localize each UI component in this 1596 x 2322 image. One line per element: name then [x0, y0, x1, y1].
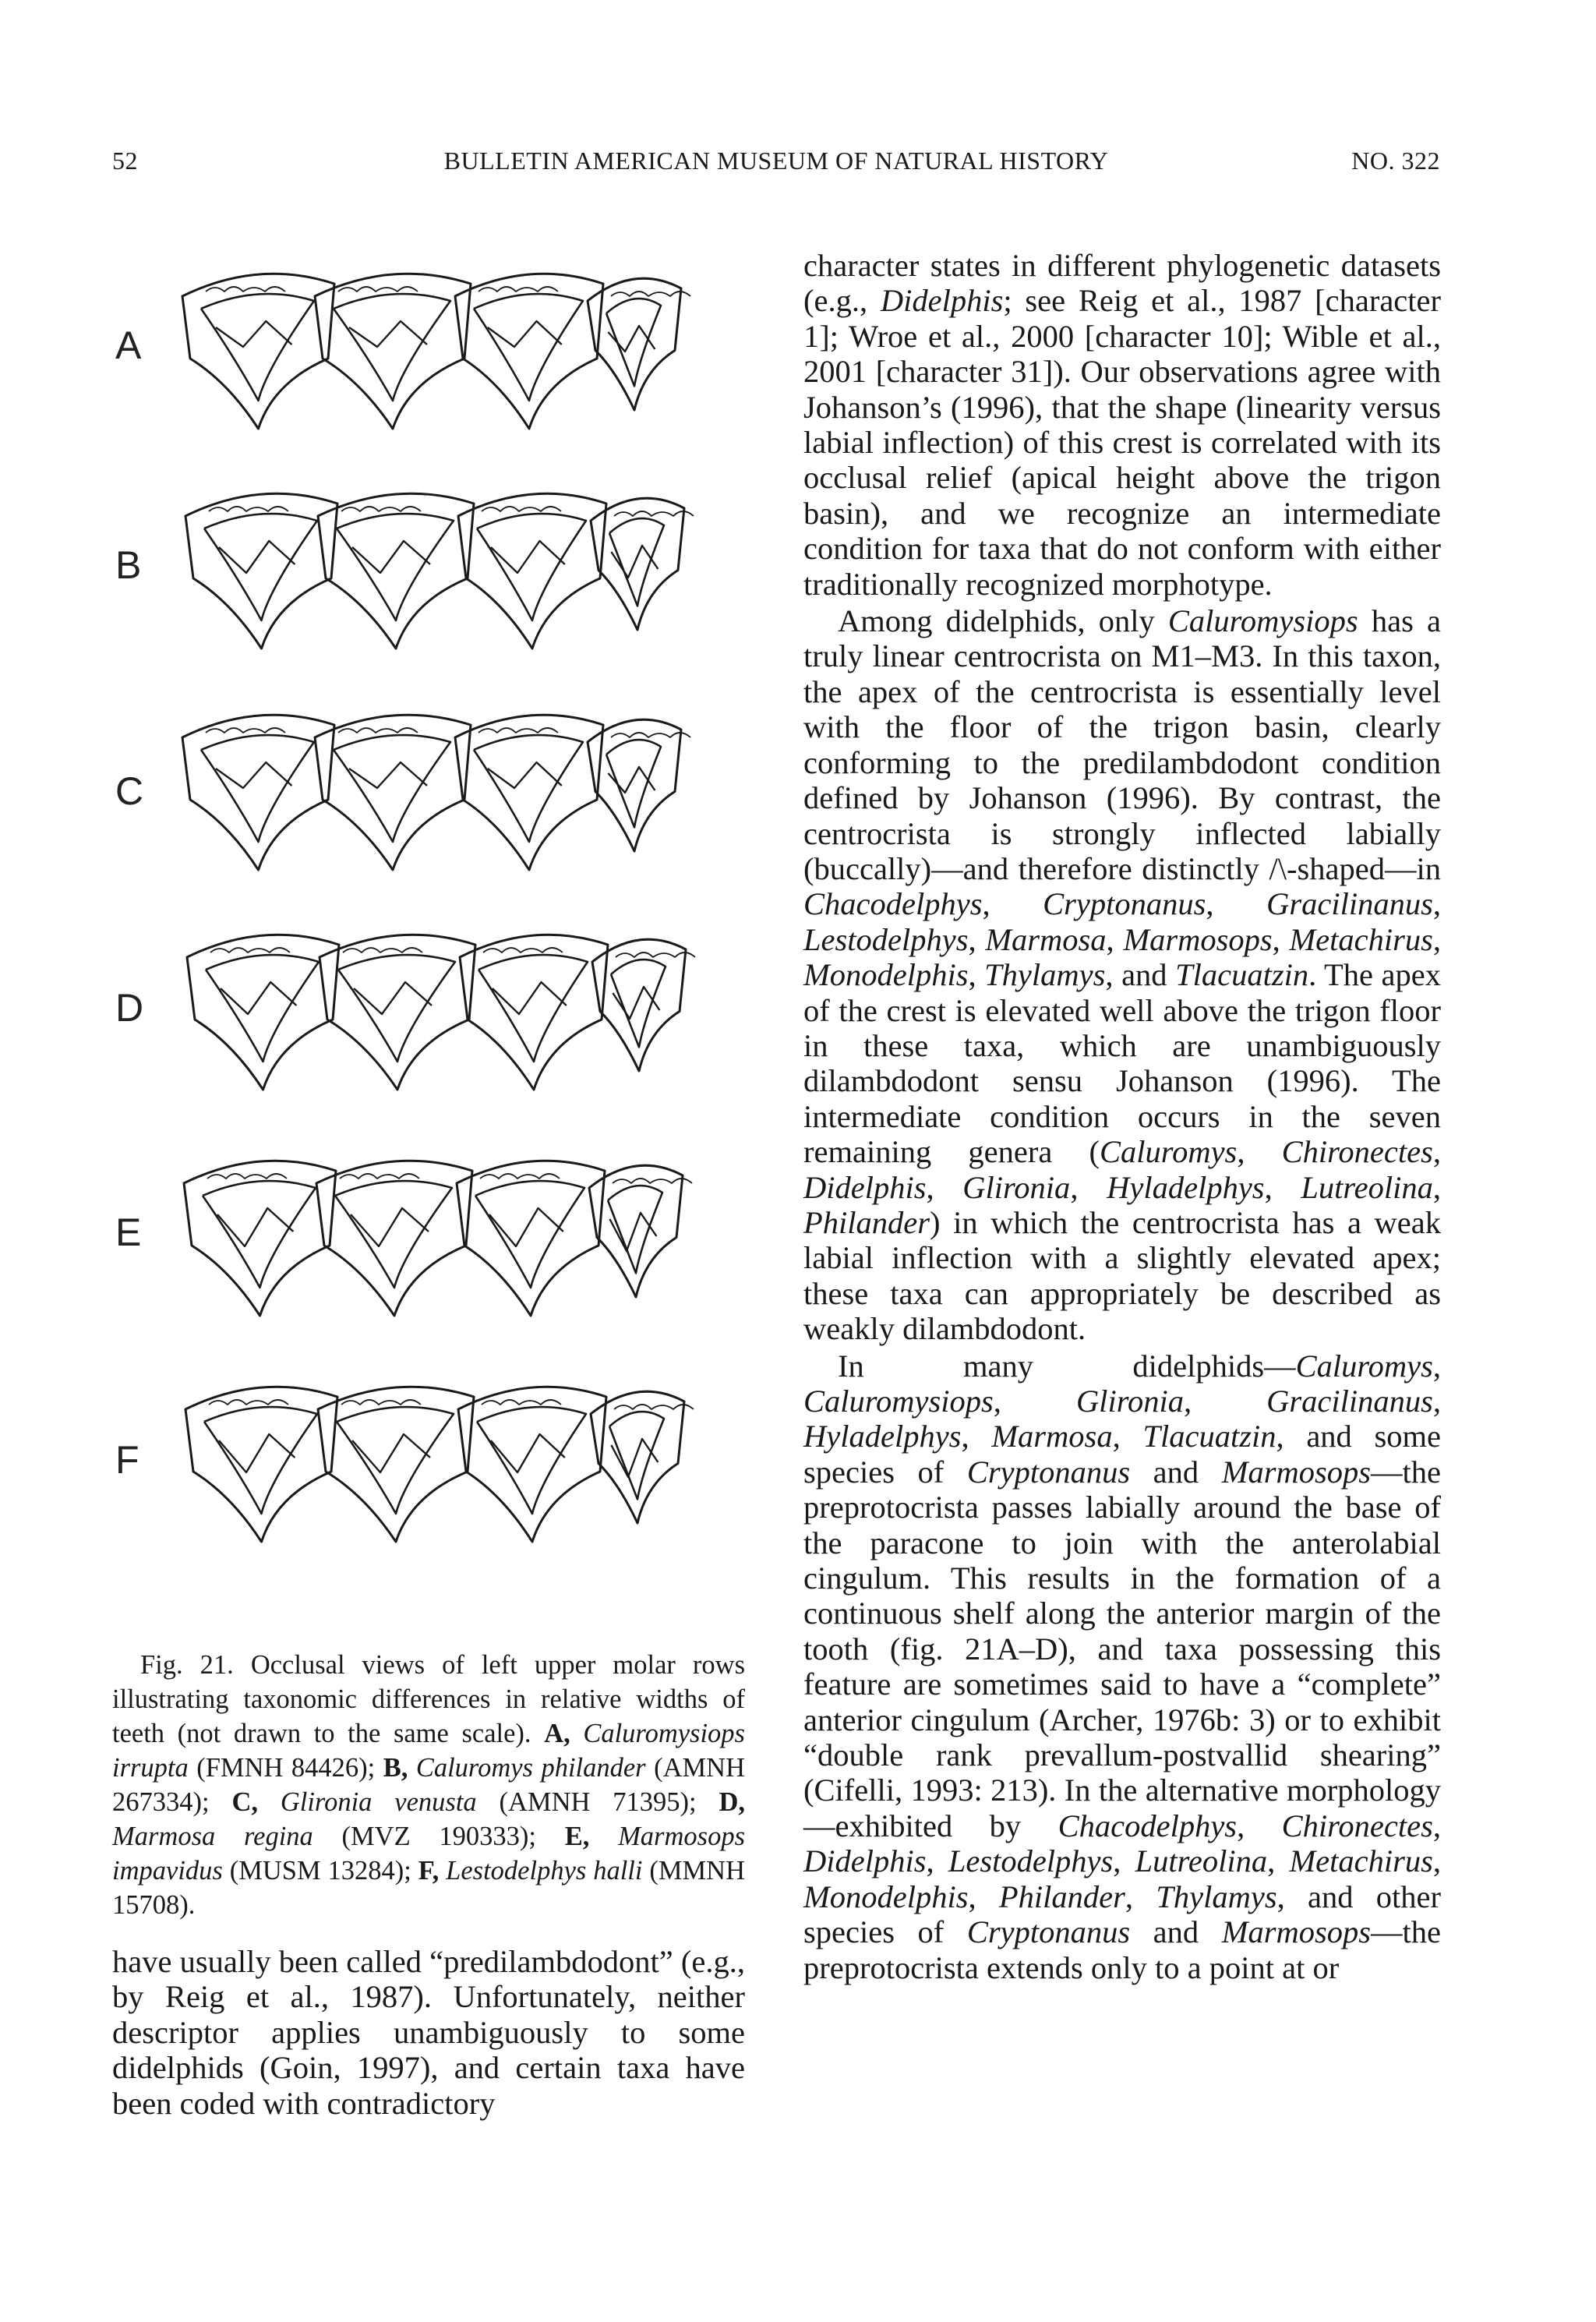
text-run: , — [982, 886, 1043, 922]
molar-outline — [458, 493, 606, 649]
trigon-outline — [204, 1407, 317, 1514]
italic-run: Philander — [998, 1878, 1125, 1914]
text-run — [408, 1753, 415, 1783]
italic-run: Lestodelphys halli — [446, 1856, 643, 1886]
stylar-shelf-line — [611, 292, 690, 296]
text-run — [439, 1856, 446, 1886]
text-run: , — [1267, 1843, 1290, 1879]
italic-run: Cryptonanus — [966, 1454, 1131, 1490]
italic-run: Lutreolina — [1135, 1843, 1268, 1879]
stylar-shelf-line — [611, 733, 690, 737]
text-run: , — [1070, 1169, 1107, 1205]
text-run: , and other species of — [803, 1878, 1442, 1950]
panel-label-d: D — [115, 986, 144, 1030]
text-run: , — [968, 957, 985, 993]
trigon-outline — [204, 514, 317, 620]
stylar-shelf-line — [482, 507, 561, 511]
text-run: character states in different phylogenetic datasets (e.g., — [803, 248, 1441, 319]
centrocrista-line — [488, 321, 562, 347]
trigon-outline — [337, 514, 454, 620]
text-run: , — [1432, 1843, 1442, 1879]
stylar-shelf-line — [483, 948, 563, 952]
text-run: , — [1206, 886, 1267, 922]
text-run: (AMNH 267334); — [112, 1753, 745, 1817]
molar-outline — [185, 493, 337, 649]
issue-number: NO. 322 — [1351, 147, 1440, 175]
stylar-shelf-line — [206, 287, 285, 292]
molar-outline — [187, 935, 339, 1090]
trigon-outline — [334, 294, 450, 401]
stylar-shelf-line — [209, 1400, 288, 1405]
text-run: (AMNH 71395); — [476, 1787, 719, 1817]
trigon-outline — [477, 1407, 586, 1514]
italic-run: Marmosa — [985, 921, 1107, 957]
text-run: , — [993, 1384, 1076, 1419]
molar-outline — [460, 935, 608, 1090]
stylar-shelf-line — [478, 728, 558, 733]
text-run: Among didelphids, only — [838, 603, 1168, 639]
body-paragraph — [803, 603, 1441, 1347]
trigon-outline — [201, 294, 314, 401]
italic-run: Tlacuatzin — [1175, 957, 1309, 993]
bold-run: E, — [564, 1822, 590, 1851]
text-run: , — [1183, 1384, 1267, 1419]
molar-drawings — [112, 242, 751, 1613]
text-run: , and — [1105, 957, 1176, 993]
trigon-outline — [338, 955, 455, 1062]
italic-run: Hyladelphys — [1107, 1169, 1265, 1205]
text-run: , — [1237, 1134, 1282, 1170]
trigon-outline — [335, 1181, 452, 1288]
figure-21 — [112, 242, 751, 1613]
italic-run: Chironectes — [1281, 1808, 1433, 1843]
text-run: , — [1432, 1134, 1441, 1170]
italic-run: Philander — [803, 1204, 930, 1240]
italic-run: Chacodelphys — [803, 886, 983, 922]
italic-run: Lutreolina — [1301, 1169, 1433, 1205]
text-run: (FMNH 84426); — [188, 1753, 383, 1783]
text-run: , — [1432, 1808, 1441, 1843]
italic-run: Gracilinanus — [1266, 1384, 1433, 1419]
centrocrista-line — [216, 762, 292, 788]
italic-run: Metachirus — [1289, 1843, 1433, 1879]
italic-run: Marmosops impavidus — [112, 1822, 745, 1886]
trigon-outline — [475, 1181, 584, 1288]
text-run: (MMNH 15708). — [112, 1856, 746, 1920]
stylar-shelf-line — [341, 507, 421, 511]
molar-outline — [184, 1161, 336, 1316]
trigon-outline — [477, 514, 586, 620]
panel-label-a: A — [115, 323, 142, 367]
bold-run: B, — [383, 1753, 408, 1783]
caption-text — [112, 1650, 745, 1920]
bold-run: A, — [544, 1719, 570, 1748]
left-column-text — [112, 1944, 745, 2121]
stylar-shelf-line — [343, 948, 422, 952]
bold-run: C, — [231, 1787, 258, 1817]
molar-outline — [182, 274, 334, 429]
text-run — [258, 1787, 281, 1817]
italic-run: Gracilinanus — [1266, 886, 1433, 922]
trigon-outline — [334, 735, 450, 842]
italic-run: Caluromysiops — [803, 1384, 994, 1419]
stylar-shelf-line — [209, 507, 288, 511]
molar-outline — [182, 715, 334, 870]
text-run: , — [1432, 1169, 1441, 1205]
molar-outline — [457, 1161, 605, 1316]
panel-label-c: C — [115, 769, 144, 813]
italic-run: Marmosa — [991, 1419, 1113, 1454]
italic-run: Cryptonanus — [1043, 886, 1206, 922]
trigon-outline — [474, 294, 583, 401]
centrocrista-line — [611, 1439, 658, 1477]
centrocrista-line — [488, 762, 562, 788]
stylar-shelf-line — [482, 1400, 561, 1405]
text-run: and — [1130, 1454, 1222, 1490]
body-paragraph — [803, 1348, 1441, 1985]
italic-run: Didelphis — [880, 283, 1004, 319]
running-header — [112, 147, 1440, 182]
text-run: —the preprotocrista extends only to a point at or — [803, 1914, 1441, 1985]
text-run: , — [926, 1169, 963, 1205]
italic-run: Caluromysiops irrupta — [112, 1719, 745, 1783]
text-run: , — [1264, 1169, 1301, 1205]
panel-label-f: F — [115, 1438, 139, 1482]
text-run: , — [968, 1878, 999, 1914]
stylar-shelf-line — [341, 1400, 421, 1405]
molar-outline — [320, 935, 475, 1090]
text-run: (MUSM 13284); — [222, 1856, 418, 1886]
journal-title: BULLETIN AMERICAN MUSEUM OF NATURAL HISTORY — [443, 147, 1109, 175]
text-run: . The apex of the crest is elevated well above the trigon floor in these taxa, which are unambiguously dilambdodont sensu Johanson (1996). The intermediate condition occurs in the seven remaining genera ( — [803, 957, 1442, 1170]
italic-run: Didelphis — [803, 1843, 927, 1879]
stylar-shelf-line — [340, 1174, 419, 1179]
trigon-outline — [337, 1407, 454, 1514]
trigon-outline — [201, 735, 314, 842]
text-run: ) in which the centrocrista has a weak labial inflection with a slightly elevated apex; these taxa can appropriately be described as weakly dilambdodont. — [803, 1204, 1441, 1347]
italic-run: Thylamys — [984, 957, 1106, 993]
stylar-shelf-line — [206, 728, 285, 733]
text-run: (MVZ 190333); — [312, 1822, 565, 1851]
italic-run: Marmosa regina — [112, 1822, 313, 1851]
italic-run: Marmosops — [1221, 1454, 1372, 1490]
italic-run: Glironia — [1075, 1384, 1184, 1419]
text-run: , — [926, 1843, 948, 1879]
italic-run: Chironectes — [1281, 1134, 1433, 1170]
text-run: , — [1106, 921, 1124, 957]
molar-outline — [315, 274, 471, 429]
molar-outline — [318, 1387, 474, 1542]
molar-outline — [315, 715, 471, 870]
text-run: have usually been called “predilambdodont” (e.g., by Reig et al., 1987). Unfortunately, neither descriptor applies unambiguously to some didelphids (Goin, 1997), and certain taxa have been coded with contradictory — [112, 1944, 745, 2121]
stylar-shelf-line — [338, 728, 418, 733]
stylar-shelf-line — [614, 511, 694, 516]
stylar-shelf-line — [616, 952, 695, 957]
text-run: , — [1432, 886, 1441, 922]
text-run: ; see Reig et al., 1987 [character 1]; Wroe et al., 2000 [character 10]; Wible et al., 2001 [character 31]). Our observations agree with Johanson’s (1996), that the shape (linearity versus labial inflection) of this crest is correlated with its occlusal relief (apical height above the trigon basin), and we recognize an intermediate condition for taxa that do not conform with either traditionally recognized morphotype. — [803, 283, 1441, 602]
trigon-outline — [474, 735, 583, 842]
panel-label-e: E — [115, 1210, 142, 1254]
text-run: has a truly linear centrocrista on M1–M3. In this taxon, the apex of the centrocrista is essentially level with the floor of the trigon basin, clearly conforming to the predilambdodont condition defined by Johanson (1996). By contrast, the centrocrista is strongly inflected labially (buccally)—and therefore distinctly /\-shaped—in — [803, 603, 1442, 886]
text-run: , — [1112, 1419, 1143, 1454]
stylar-shelf-line — [614, 1405, 694, 1409]
centrocrista-line — [349, 321, 427, 347]
italic-run: Caluromys — [1100, 1134, 1238, 1170]
right-column-text — [803, 248, 1441, 1987]
text-run: , — [1272, 921, 1290, 957]
stylar-shelf-line — [338, 287, 418, 292]
italic-run: Lestodelphys — [803, 921, 969, 957]
italic-run: Marmosops — [1123, 921, 1273, 957]
text-run: , — [1113, 1843, 1135, 1879]
page-number: 52 — [112, 147, 138, 175]
text-run: —the preprotocrista passes labially around the base of the paracone to join with the anterolabial cingulum. This results in the formation of a continuous shelf along the anterior margin of the tooth (fig. 21A–D), and taxa possessing this feature are sometimes said to have a “complete” anterior cingulum (Archer, 1976b: 3) or to exhibit “double rank prevallum-postvallid shearing” (Cifelli, 1993: 213). In the alternative morphology—exhibited by — [803, 1454, 1441, 1843]
text-run: , — [1432, 1384, 1441, 1419]
body-paragraph — [112, 1944, 745, 2121]
text-run — [589, 1822, 618, 1851]
text-run: and — [1130, 1914, 1222, 1950]
text-run: In many didelphids— — [838, 1348, 1296, 1384]
centrocrista-line — [609, 1213, 656, 1251]
stylar-shelf-line — [207, 1174, 287, 1179]
italic-run: Glironia venusta — [280, 1787, 477, 1817]
molar-outline — [455, 274, 603, 429]
stylar-shelf-line — [478, 287, 558, 292]
text-run: , — [1237, 1808, 1282, 1843]
italic-run: Chacodelphys — [1058, 1808, 1238, 1843]
centrocrista-line — [216, 321, 292, 347]
molar-outline — [455, 715, 603, 870]
italic-run: Tlacuatzin — [1142, 1419, 1276, 1454]
trigon-outline — [478, 955, 588, 1062]
italic-run: Monodelphis — [803, 957, 969, 993]
centrocrista-line — [349, 762, 427, 788]
trigon-outline — [206, 955, 319, 1062]
text-run: , — [961, 1419, 992, 1454]
molar-outline — [458, 1387, 606, 1542]
italic-run: Metachirus — [1289, 921, 1433, 957]
panel-label-b: B — [115, 543, 142, 587]
stylar-shelf-line — [480, 1174, 560, 1179]
stylar-shelf-line — [210, 948, 290, 952]
molar-outline — [316, 1161, 472, 1316]
trigon-outline — [203, 1181, 316, 1288]
text-run: , — [1125, 1878, 1156, 1914]
italic-run: Marmosops — [1221, 1914, 1372, 1950]
text-run: , — [968, 921, 986, 957]
italic-run: Thylamys — [1156, 1878, 1277, 1914]
italic-run: Glironia — [962, 1169, 1071, 1205]
italic-run: Caluromysiops — [1167, 603, 1358, 639]
text-run: , and some species of — [803, 1419, 1442, 1490]
italic-run: Didelphis — [803, 1169, 927, 1205]
bold-run: F, — [418, 1856, 440, 1886]
stylar-shelf-line — [613, 1179, 692, 1183]
italic-run: Lestodelphys — [948, 1843, 1114, 1879]
molar-outline — [185, 1387, 337, 1542]
italic-run: Monodelphis — [803, 1878, 969, 1914]
italic-run: Caluromys — [1295, 1348, 1433, 1384]
text-run: Fig. 21. Occlusal views of left upper molar rows illustrating taxonomic differences in relative widths of teeth (not drawn to the same scale). — [112, 1650, 745, 1748]
bold-run: D, — [719, 1787, 746, 1817]
text-run: , — [1432, 1348, 1441, 1384]
figure-caption — [112, 1648, 745, 1922]
molar-outline — [318, 493, 474, 649]
body-paragraph — [803, 248, 1441, 602]
text-run — [570, 1719, 584, 1748]
italic-run: Caluromys philander — [415, 1753, 646, 1783]
italic-run: Hyladelphys — [803, 1419, 962, 1454]
italic-run: Cryptonanus — [966, 1914, 1131, 1950]
text-run: , — [1432, 921, 1442, 957]
